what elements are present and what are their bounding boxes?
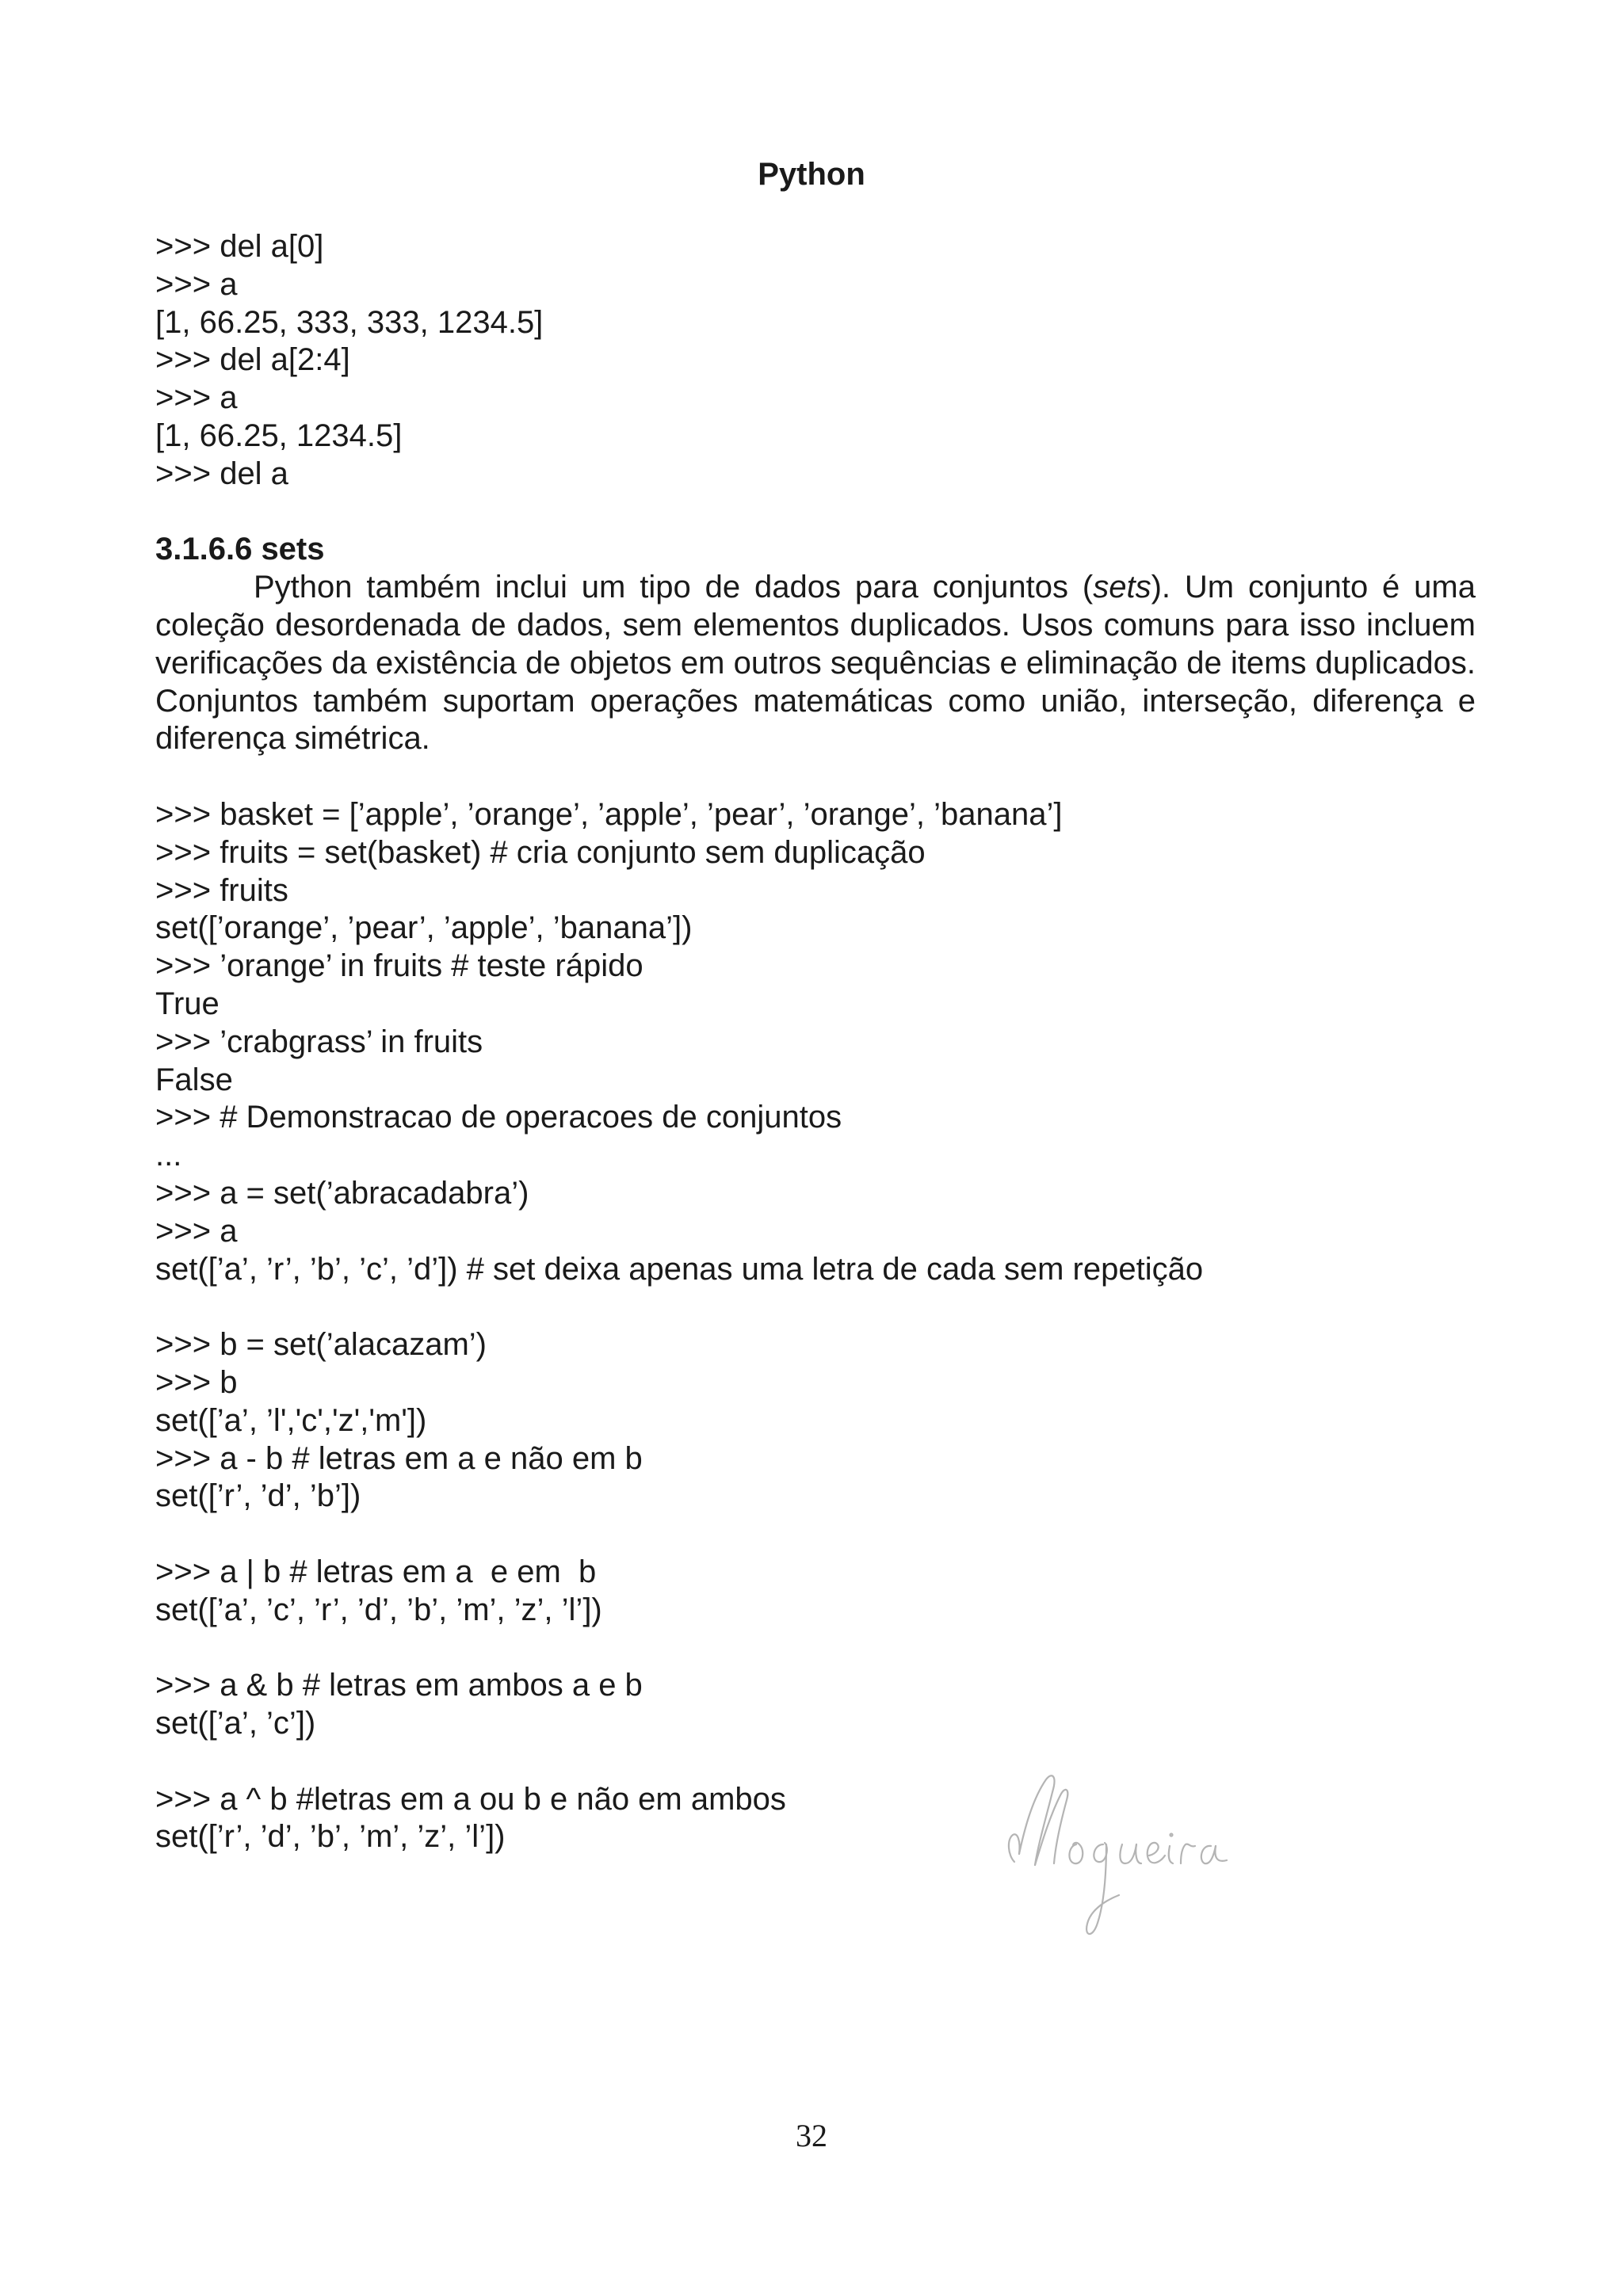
code-line: >>> b = set(’alacazam’) — [155, 1327, 487, 1363]
code-line: >>> basket = [’apple’, ’orange’, ’apple’, ’pear’, ’orange’, ’banana’] — [155, 796, 1063, 832]
code-line: True — [155, 986, 220, 1021]
page-header-title: Python — [758, 157, 865, 192]
section-paragraph — [155, 569, 1476, 758]
code-line: set([’a’, ’l','c','z','m']) — [155, 1402, 427, 1438]
code-line: >>> b — [155, 1364, 238, 1400]
code-block-sets — [155, 796, 1476, 1288]
code-line: >>> # Demonstracao de operacoes de conjuntos — [155, 1100, 842, 1135]
paragraph-text: Python também inclui um tipo de dados para conjuntos ( — [254, 570, 1094, 605]
code-line: >>> fruits — [155, 872, 288, 908]
code-line: >>> a — [155, 380, 238, 416]
code-line: set([’r’, ’d’, ’b’, ’m’, ’z’, ’l’]) — [155, 1819, 506, 1855]
code-block-intersection — [155, 1667, 1476, 1743]
code-block-del — [155, 228, 1476, 494]
signature-watermark — [1000, 1768, 1238, 1951]
code-block-symmetric-difference — [155, 1781, 1476, 1857]
code-line: >>> a - b # letras em a e não em b — [155, 1440, 643, 1476]
code-line: >>> del a — [155, 456, 288, 491]
code-line: >>> ’orange’ in fruits # teste rápido — [155, 948, 643, 984]
code-line: >>> ’crabgrass’ in fruits — [155, 1024, 483, 1059]
page-content — [155, 228, 1476, 1856]
spacer — [155, 1516, 1476, 1554]
code-line: set([’a’, ’c’, ’r’, ’d’, ’b’, ’m’, ’z’, ’l’]) — [155, 1592, 602, 1627]
code-line: [1, 66.25, 333, 333, 1234.5] — [155, 304, 544, 340]
code-line: set([’r’, ’d’, ’b’]) — [155, 1478, 361, 1514]
spacer — [155, 1288, 1476, 1326]
spacer — [155, 1629, 1476, 1667]
code-line: >>> a = set(’abracadabra’) — [155, 1175, 529, 1211]
code-line: >>> a — [155, 1213, 238, 1249]
paragraph-text: ). Um conjunto é uma coleção desordenada de dados, sem elementos duplicados. Usos comuns para isso incluem verificações da existência de objetos em outros sequências e eliminação de items duplicados. Conjuntos também suportam operações matemáticas como união, interseção, diferença e diferença simétrica. — [155, 570, 1476, 757]
section-heading: 3.1.6.6 sets — [155, 532, 325, 567]
spacer — [155, 758, 1476, 796]
code-line: set([’orange’, ’pear’, ’apple’, ’banana’]) — [155, 910, 693, 946]
code-line: [1, 66.25, 1234.5] — [155, 418, 403, 453]
code-line: >>> fruits = set(basket) # cria conjunto sem duplicação — [155, 834, 926, 870]
code-line: set([’a’, ’r’, ’b’, ’c’, ’d’]) # set deixa apenas uma letra de cada sem repetição — [155, 1251, 1204, 1287]
code-line: ... — [155, 1138, 182, 1173]
code-line: >>> a — [155, 266, 238, 302]
page-number: 32 — [796, 2118, 827, 2153]
code-block-union — [155, 1554, 1476, 1630]
code-line: >>> del a[0] — [155, 229, 324, 264]
paragraph-emphasis: sets — [1093, 570, 1151, 605]
code-line: >>> a ^ b #letras em a ou b e não em ambos — [155, 1781, 786, 1817]
code-line: >>> del a[2:4] — [155, 342, 350, 378]
code-line: set([’a’, ’c’]) — [155, 1706, 316, 1741]
code-line: >>> a & b # letras em ambos a e b — [155, 1668, 643, 1703]
spacer — [155, 494, 1476, 532]
code-line: >>> a | b # letras em a e em b — [155, 1554, 597, 1589]
spacer — [155, 1743, 1476, 1781]
code-line: False — [155, 1062, 233, 1097]
code-block-set-b — [155, 1326, 1476, 1516]
